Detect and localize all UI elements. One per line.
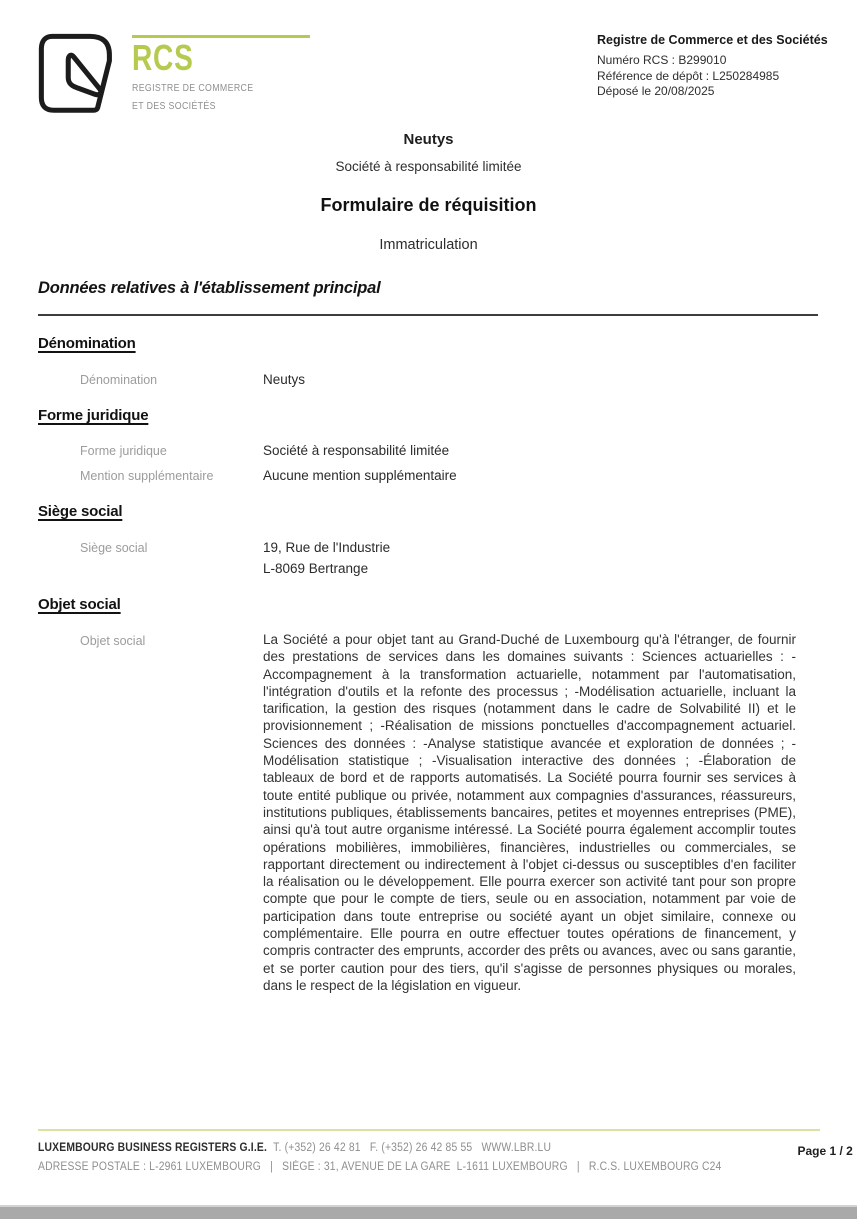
- field-value: Société à responsabilité limitée: [263, 443, 450, 458]
- address-line-1: 19, Rue de l'Industrie: [263, 540, 391, 555]
- section-heading-siege-social: Siège social: [38, 503, 123, 520]
- footer-left: [38, 1138, 797, 1176]
- footer: [38, 1129, 853, 1176]
- field-row: [38, 631, 818, 994]
- page-edge-bar: [0, 1205, 857, 1219]
- field-row: [38, 441, 818, 461]
- footer-address: ADRESSE POSTALE : L-2961 LUXEMBOURG | SIÈGE : 31, AVENUE DE LA GARE L-1611 LUXEMBOURG | R.C.S. LUXEMBOURG C24: [38, 1161, 722, 1173]
- object-social-paragraph: La Société a pour objet tant au Grand-Duché de Luxembourg qu'à l'étranger, de fournir des prestations de services dans les domaines suivants : Sciences actuarielles : -Accompagnement à la transformation actuarielle, notamment par l'automatisation, l'intégration d'outils et la refonte des processus ; -Modélisation actuarielle, incluant la tarification, la gestion des risques (notamment dans le cadre de Solvabilité II) et le provisionnement ; -Réalisation de missions ponctuelles d'accompagnement actuariel. Sciences des données : -Analyse statistique avancée et exploration de données ; -Modélisation statistique ; -Visualisation interactive des données ; -Élaboration de tableaux de bord et de rapports automatisés. La Société pourra fournir ses services à toute entité publique ou privée, notamment aux compagnies d'assurances, réassureurs, institutions publiques, établissements bancaires, petites et moyennes entreprises (PME), ainsi qu'à tout autre organisme intéressé. La Société pourra également accomplir toutes opérations mobilières, immobilières, financières, industrielles ou commerciales, se rapportant directement ou indirectement à l'objet ci-dessus ou susceptibles d'en faciliter la réalisation ou le développement. Elle pourra exercer son activité tant pour son propre compte que pour le compte de tiers, seule ou en association, notamment par voie de participation dans toute entreprise ou société ayant un objet similaire, connexe ou complémentaire. Elle pourra en outre effectuer toutes opérations de financement, y compris contracter des emprunts, accorder des prêts ou avances, avec ou sans garantie, et se porter caution pour des tiers, qu'il s'agisse de personnes physiques ou morales, dans le respect de la législation en vigueur.: [263, 632, 796, 993]
- registry-header: [597, 33, 832, 100]
- section-heading-denomination: Dénomination: [38, 335, 136, 352]
- field-label: Forme juridique: [80, 444, 167, 458]
- rcs-logo-text: [132, 30, 310, 120]
- divider-rule: [38, 314, 818, 316]
- field-row: [38, 370, 818, 390]
- address-line-2: L-8069 Bertrange: [263, 561, 369, 576]
- company-name: Neutys: [403, 131, 454, 148]
- deposit-reference: Référence de dépôt : L250284985: [597, 68, 780, 83]
- field-value: [263, 538, 390, 579]
- rcs-number: Numéro RCS : B299010: [597, 53, 727, 67]
- field-row: [38, 466, 818, 486]
- section-heading-forme-juridique: Forme juridique: [38, 407, 149, 424]
- logo-subtitle-line2: ET DES SOCIÉTÉS: [132, 101, 216, 112]
- field-label: Objet social: [80, 634, 146, 648]
- section-heading-objet-social: Objet social: [38, 596, 121, 613]
- rcs-wordmark: RCS: [132, 37, 194, 78]
- field-label: Mention supplémentaire: [80, 469, 214, 483]
- main-content: [38, 279, 818, 994]
- field-label: Siège social: [80, 541, 148, 555]
- form-title: Formulaire de réquisition: [320, 195, 537, 215]
- rcs-logo-mark-icon: [38, 30, 122, 120]
- footer-contact: T. (+352) 26 42 81 F. (+352) 26 42 85 55 WWW.LBR.LU: [273, 1142, 552, 1154]
- field-label: Dénomination: [80, 373, 158, 387]
- company-legal-form: Société à responsabilité limitée: [335, 159, 522, 174]
- rcs-logo: [38, 30, 310, 120]
- field-row: [38, 538, 818, 579]
- field-value: Neutys: [263, 372, 306, 387]
- deposit-date: Déposé le 20/08/2025: [597, 84, 715, 98]
- footer-org-name: LUXEMBOURG BUSINESS REGISTERS G.I.E.: [38, 1142, 268, 1154]
- document-titles: [0, 131, 857, 253]
- page-indicator: Page 1 / 2: [797, 1144, 853, 1158]
- footer-line-1: [38, 1140, 551, 1157]
- registry-title: Registre de Commerce et des Sociétés: [597, 33, 828, 47]
- logo-subtitle-line1: REGISTRE DE COMMERCE: [132, 83, 254, 94]
- form-subtitle: Immatriculation: [379, 237, 478, 253]
- main-section-title: Données relatives à l'établissement principal: [38, 279, 381, 297]
- field-value: Aucune mention supplémentaire: [263, 468, 457, 483]
